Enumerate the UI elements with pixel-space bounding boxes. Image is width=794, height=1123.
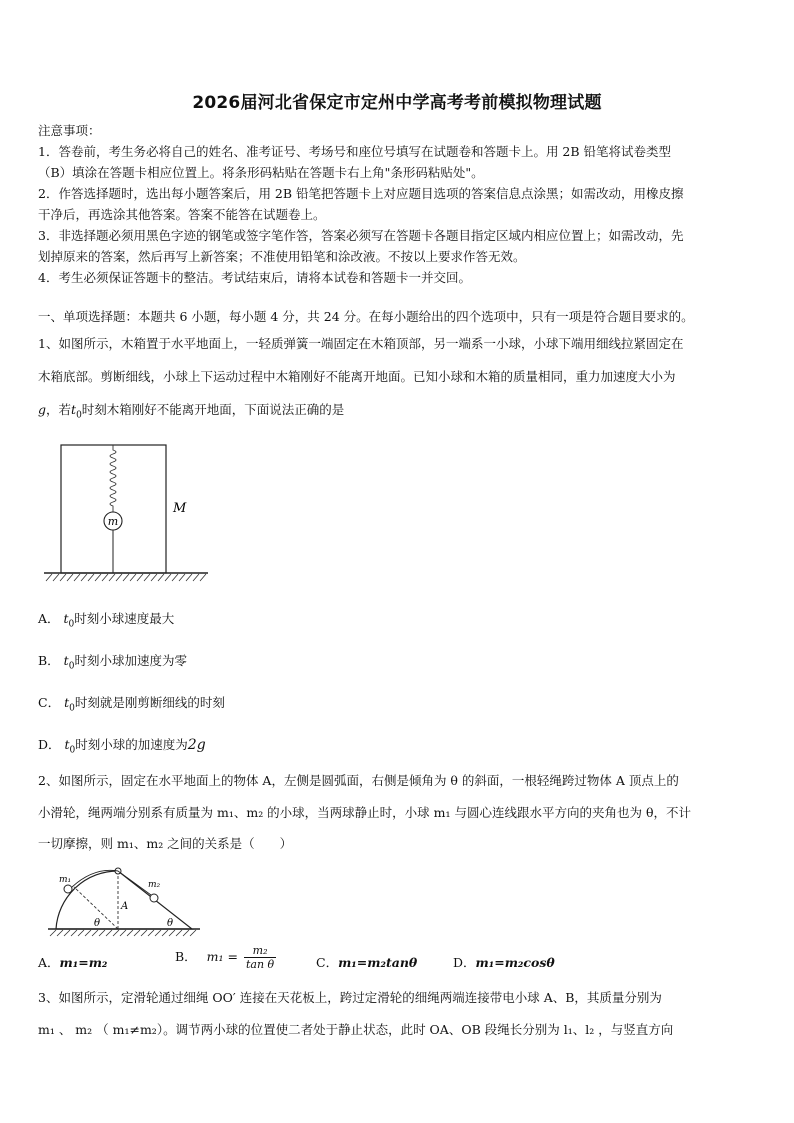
option-letter: C． (38, 695, 61, 710)
option-letter: D． (453, 955, 476, 970)
fraction-numerator: m₂ (244, 944, 276, 958)
fraction (244, 944, 276, 971)
t0-symbol: t (63, 653, 69, 668)
m1-label: m₁ (59, 875, 72, 885)
notice-line: （B）填涂在答题卡相应位置上。将条形码粘贴在答题卡右上角"条形码粘贴处"。 (38, 165, 484, 180)
q1-option-d[interactable] (38, 735, 206, 756)
spring-coil (110, 445, 116, 512)
theta-left-label: θ (94, 918, 101, 929)
notice-line: 干净后，再选涂其他答案。答案不能答在试题卷上。 (38, 207, 326, 222)
q2-line: 2、如图所示，固定在水平地面上的物体 A，左侧是圆弧面，右侧是倾角为 θ 的斜面，一根轻绳跨过物体 A 顶点上的 (38, 773, 679, 788)
box-label: M (173, 501, 187, 516)
notice-line: 1．答卷前，考生务必将自己的姓名、准考证号、考场号和座位号填写在试题卷和答题卡上。用 2B 铅笔将试卷类型 (38, 144, 672, 159)
ball-label: m (107, 515, 119, 528)
q1-option-a[interactable] (38, 609, 174, 630)
q2-option-b[interactable] (175, 944, 276, 971)
option-text: 时刻小球加速度为零 (74, 653, 187, 668)
option-letter: C． (316, 955, 339, 970)
q1-figure (40, 440, 215, 585)
t0-sub: 0 (69, 745, 76, 756)
option-text: m₁=m₂tanθ (338, 955, 418, 970)
t0-sub: 0 (68, 661, 75, 672)
notice-heading: 注意事项： (38, 123, 101, 138)
option-text: m₁=m₂cosθ (475, 955, 555, 970)
t0-symbol: t (63, 611, 69, 626)
t0-sub: 0 (69, 703, 75, 714)
g-symbol: g (38, 402, 47, 417)
ball-m2 (150, 894, 158, 902)
q1-option-b[interactable] (38, 651, 187, 672)
notice-line: 2．作答选择题时，选出每小题答案后，用 2B 铅笔把答题卡上对应题目选项的答案信息点涂黑；如需改动，用橡皮擦 (38, 186, 684, 201)
t0-symbol: t (64, 737, 70, 752)
q3-line: 3、如图所示，定滑轮通过细绳 OO′ 连接在天花板上，跨过定滑轮的细绳两端连接带电小球 A、B，其质量分别为 (38, 990, 662, 1005)
t0-sub: 0 (76, 410, 82, 421)
option-formula: 2g (187, 737, 206, 753)
q1-line: 木箱底部。剪断细线，小球上下运动过程中木箱刚好不能离开地面。已知小球和木箱的质量相同，重力加速度大小为 (38, 369, 676, 384)
q2-option-a[interactable] (38, 953, 107, 971)
q2-line: 一切摩擦，则 m₁、m₂ 之间的关系是（ ） (38, 836, 293, 851)
q1-option-c[interactable] (38, 693, 225, 714)
option-letter: B． (38, 653, 60, 668)
q1-text: 时刻木箱刚好不能离开地面，下面说法正确的是 (81, 402, 345, 417)
t0-symbol: t (71, 402, 77, 417)
option-letter: B． (175, 949, 197, 964)
option-text: 时刻就是刚剪断细线的时刻 (74, 695, 225, 710)
q2-figure (44, 865, 204, 937)
option-letter: A． (38, 955, 60, 970)
notice-line: 划掉原来的答案，然后再写上新答案；不准使用铅笔和涂改液。不按以上要求作答无效。 (38, 249, 526, 264)
option-text: 时刻小球速度最大 (74, 611, 175, 626)
q3-line: m₁ 、 m₂ （ m₁≠m₂）。调节两小球的位置使二者处于静止状态，此时 OA、OB 段绳长分别为 l₁、l₂ ，与竖直方向 (38, 1022, 674, 1037)
notice-line: 4．考生必须保证答题卡的整洁。考试结束后，请将本试卷和答题卡一并交回。 (38, 270, 471, 285)
option-letter: D． (38, 737, 61, 752)
t0-symbol: t (64, 695, 70, 710)
q1-line: 1、如图所示，木箱置于水平地面上，一轻质弹簧一端固定在木箱顶部，另一端系一小球，小球下端用细线拉紧固定在 (38, 336, 684, 351)
t0-sub: 0 (68, 619, 75, 630)
a-label: A (121, 901, 129, 912)
q2-option-d[interactable] (453, 953, 555, 971)
notice-line: 3．非选择题必须用黑色字迹的钢笔或签字笔作答，答案必须写在答题卡各题目指定区域内相应位置上；如需改动，先 (38, 228, 684, 243)
q2-line: 小滑轮，绳两端分别系有质量为 m₁、m₂ 的小球，当两球静止时，小球 m₁ 与圆心连线跟水平方向的夹角也为 θ，不计 (38, 805, 691, 820)
m2-label: m₂ (148, 880, 161, 890)
option-text: m₁=m₂ (59, 955, 108, 970)
ground-hatch (46, 574, 206, 581)
q1-line (38, 400, 344, 421)
section-heading: 一、单项选择题：本题共 6 小题，每小题 4 分，共 24 分。在每小题给出的四个选项中，只有一项是符合题目要求的。 (38, 309, 694, 324)
option-text: 时刻小球的加速度为 (75, 737, 188, 752)
q2-option-c[interactable] (316, 953, 417, 971)
q1-text: ，若 (46, 402, 72, 417)
theta-right-label: θ (167, 918, 174, 929)
option-text: m₁ = (206, 949, 238, 964)
ball-m1 (64, 885, 72, 893)
option-letter: A． (38, 611, 60, 626)
fraction-denominator: tan θ (245, 958, 275, 971)
ground-hatch (50, 930, 196, 936)
page-title: 2026届河北省保定市定州中学高考考前模拟物理试题 (192, 93, 602, 113)
rope-line (72, 870, 151, 895)
